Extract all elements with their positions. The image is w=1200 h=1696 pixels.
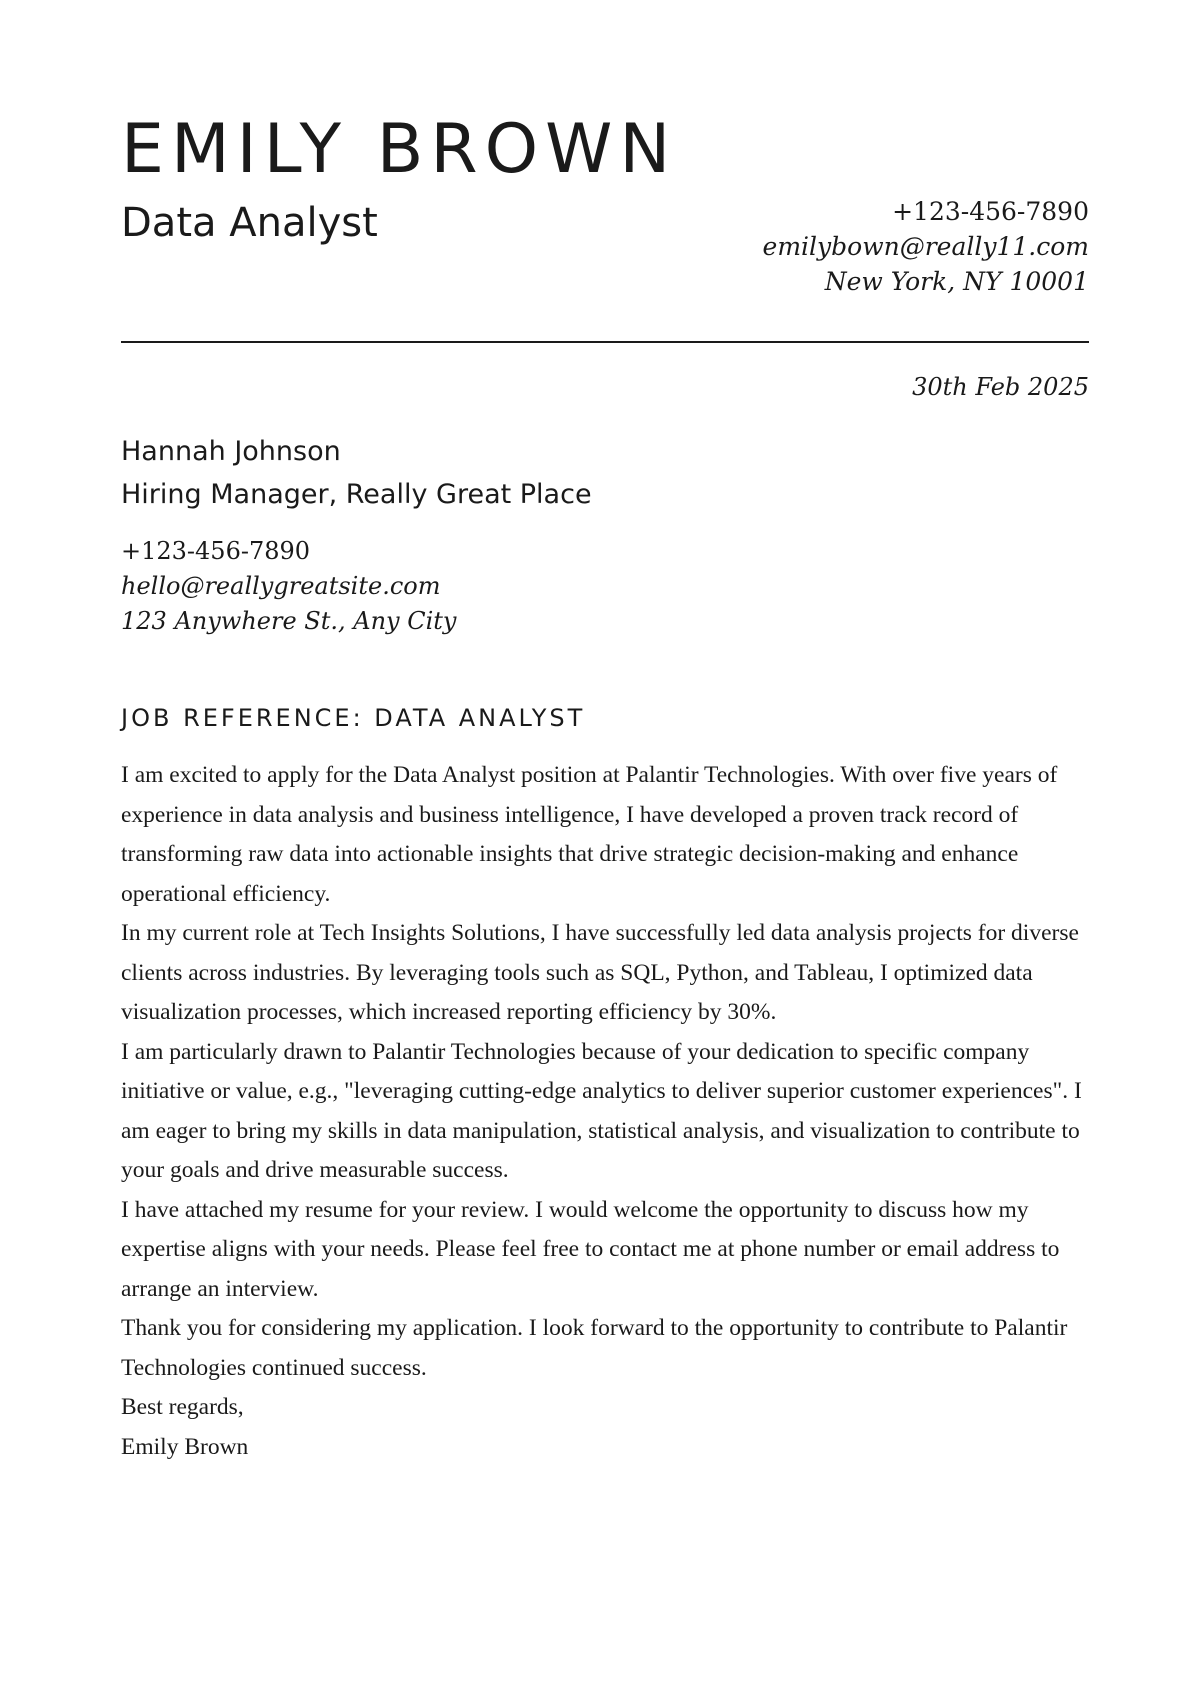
closing: Best regards,	[121, 1394, 244, 1420]
body-paragraph: In my current role at Tech Insights Solutions, I have successfully led data analysis projects for diverse clients across industries. By leveraging tools such as SQL, Python, and Tableau, I optimized data visualization processes, which increased reporting efficiency by 30%.	[121, 920, 1079, 1025]
applicant-phone: +123-456-7890	[892, 197, 1089, 226]
letter-body	[121, 756, 1096, 1467]
signature: Emily Brown	[121, 1433, 249, 1460]
recipient-address: 123 Anywhere St., Any City	[121, 607, 457, 635]
applicant-role: Data Analyst	[121, 200, 378, 246]
body-paragraph: I have attached my resume for your review. I would welcome the opportunity to discuss how my expertise aligns with your needs. Please feel free to contact me at phone number or email address to arrange an interview.	[121, 1196, 1060, 1302]
recipient-name: Hannah Johnson	[121, 436, 341, 467]
recipient-contact	[121, 534, 456, 639]
letter-date: 30th Feb 2025	[912, 373, 1089, 401]
applicant-name: EMILY BROWN	[121, 110, 678, 189]
applicant-location: New York, NY 10001	[824, 267, 1089, 296]
recipient-title: Hiring Manager, Really Great Place	[121, 479, 592, 510]
recipient-email: hello@reallygreatsite.com	[121, 572, 441, 600]
recipient-phone: +123-456-7890	[121, 537, 311, 565]
header-divider	[121, 341, 1089, 343]
job-reference: JOB REFERENCE: DATA ANALYST	[121, 704, 586, 732]
applicant-email: emilybown@really11.com	[762, 232, 1089, 261]
body-paragraph: I am excited to apply for the Data Analyst position at Palantir Technologies. With over five years of experience in data analysis and business intelligence, I have developed a proven track record of transforming raw data into actionable insights that drive strategic decision-making and enhance operational efficiency.	[121, 762, 1058, 907]
body-paragraph: Thank you for considering my application. I look forward to the opportunity to contribute to Palantir Technologies continued success.	[121, 1315, 1068, 1381]
recipient-block	[121, 430, 592, 516]
applicant-contact	[763, 194, 1089, 299]
body-paragraph: I am particularly drawn to Palantir Technologies because of your dedication to specific company initiative or value, e.g., "leveraging cutting-edge analytics to deliver superior customer experiences". I am eager to bring my skills in data manipulation, statistical analysis, and visualization to contribute to your goals and drive measurable success.	[121, 1038, 1082, 1183]
